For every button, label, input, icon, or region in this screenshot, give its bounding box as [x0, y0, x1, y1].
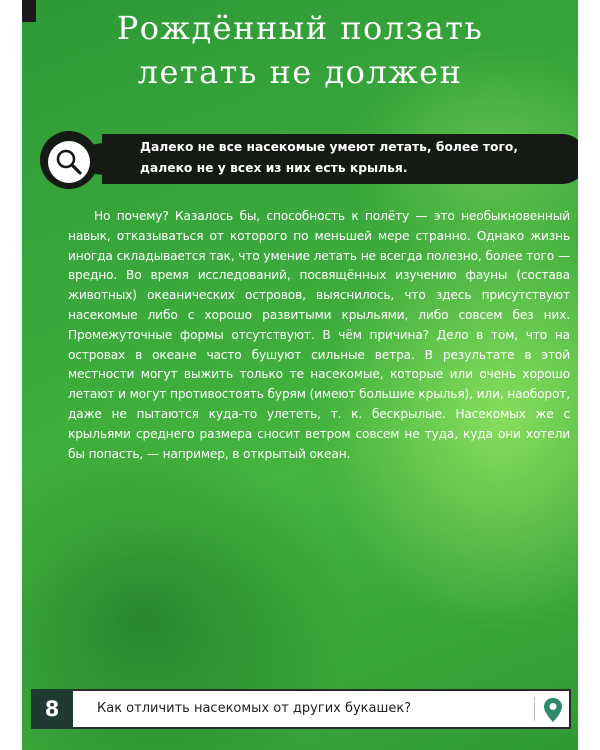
- callout-text: Далеко не все насекомые умеют летать, более того, далеко не у всех из них есть крылья.: [140, 140, 519, 175]
- magnifier-icon: [48, 141, 90, 183]
- map-pin-icon: [543, 697, 563, 727]
- page-title: Рождённый ползать летать не должен: [116, 9, 484, 91]
- page: [22, 0, 578, 750]
- page-number: 8: [31, 689, 73, 729]
- body-paragraph: Но почему? Казалось бы, способность к полёту — это необыкновенный навык, отказываться от которого по меньшей мере странно. Однако жизнь иногда складывается так, что умение летать не всегда полезно, более того — вредно. Во время исследований, посвящённых изучению фауны (состава животных) океанических островов, выяснилось, что здесь присутствуют насекомые либо с хорошо развитыми крыльями, либо совсем без них. Промежуточные формы отсутствуют. В чём причина? Дело в том, что на островах в океане часто бушуют сильные ветра. В результате в этой местности могут выжить только те насекомые, которые или очень хорошо летают и могут противостоять бурям (имеют большие крылья), или, наоборот, даже не пытаются куда-то улететь, т. к. бескрылые. Насекомых же с крыльями среднего размера сносит ветром совсем не туда, куда они хотели бы попасть, — например, в открытый океан.: [68, 209, 570, 461]
- corner-mark: [22, 0, 36, 22]
- callout-bubble: [40, 131, 98, 189]
- callout: [40, 129, 574, 191]
- footer-question: Как отличить насекомых от других букашек?: [97, 701, 412, 716]
- footer-bar: [31, 689, 571, 729]
- footer-separator: [534, 697, 535, 721]
